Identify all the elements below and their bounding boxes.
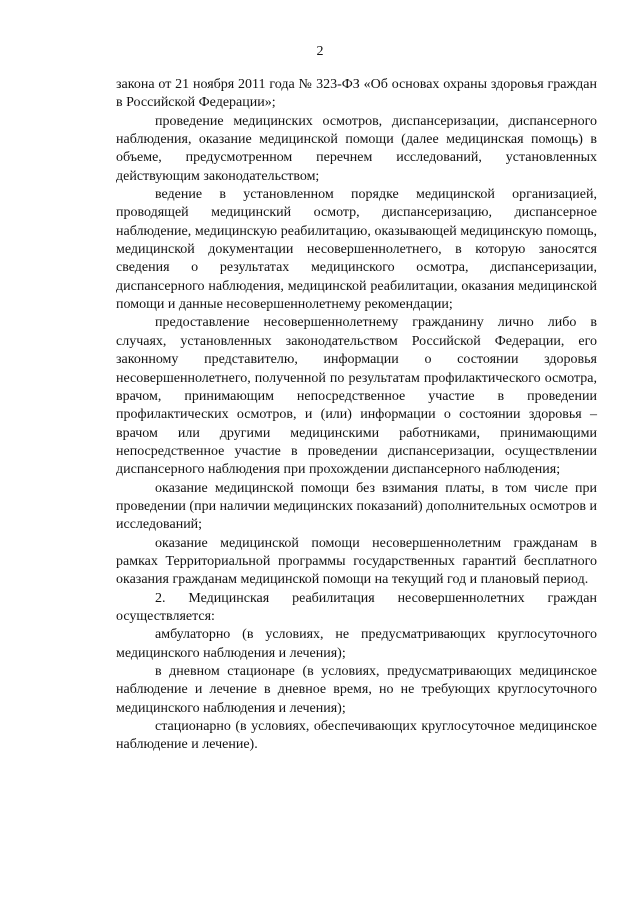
paragraph-inpatient: стационарно (в условиях, обеспечивающих круглосуточное медицинское наблюдение и лечение). (116, 719, 597, 753)
page-number: 2 (316, 44, 324, 59)
paragraph-medical-examinations: проведение медицинских осмотров, диспансеризации, диспансерного наблюдения, оказание медицинской помощи (далее медицинская помощь) в объеме, предусмотренном перечнем исследований, установленных действующим законодательством; (116, 113, 597, 184)
document-body (116, 76, 597, 755)
paragraph-day-hospital: в дневном стационаре (в условиях, предусматривающих медицинское наблюдение и лечение в дневное время, но не требующих круглосуточного медицинского наблюдения и лечения); (116, 664, 597, 716)
paragraph-territorial-program: оказание медицинской помощи несовершеннолетним гражданам в рамках Территориальной программы государственных гарантий бесплатного оказания гражданам медицинской помощи на текущий год и плановый период. (116, 535, 597, 588)
paragraph-rehabilitation-heading: 2. Медицинская реабилитация несовершеннолетних граждан осуществляется: (116, 590, 597, 624)
paragraph-health-information: предоставление несовершеннолетнему гражданину лично либо в случаях, установленных законодательством Российской Федерации, его законному представителю, информации о состоянии здоровья несовершеннолетнего, полученной по результатам профилактического осмотра, врачом, принимающим непосредственное участие в проведении профилактических осмотров, и (или) информации о состоянии здоровья – врачом или другими медицинскими работниками, принимающими непосредственное участие в проведении диспансеризации, осуществлении диспансерного наблюдения при прохождении диспансерного наблюдения; (116, 315, 597, 478)
paragraph-free-medical-care: оказание медицинской помощи без взимания платы, в том числе при проведении (при наличии медицинских показаний) дополнительных осмотров и исследований; (116, 480, 597, 533)
paragraph-law-reference: закона от 21 ноября 2011 года № 323-ФЗ «Об основах охраны здоровья граждан в Российской Федерации»; (116, 77, 597, 111)
paragraph-outpatient: амбулаторно (в условиях, не предусматривающих круглосуточного медицинского наблюдения и лечения); (116, 627, 597, 661)
paragraph-medical-documentation: ведение в установленном порядке медицинской организацией, проводящей медицинский осмотр, диспансеризацию, диспансерное наблюдение, медицинскую реабилитацию, оказывающей медицинскую помощь, медицинской документации несовершеннолетнего, в которую заносятся сведения о результатах медицинского осмотра, диспансеризации, диспансерного наблюдения, медицинской реабилитации, оказания медицинской помощи и данные несовершеннолетнему рекомендации; (116, 187, 597, 313)
